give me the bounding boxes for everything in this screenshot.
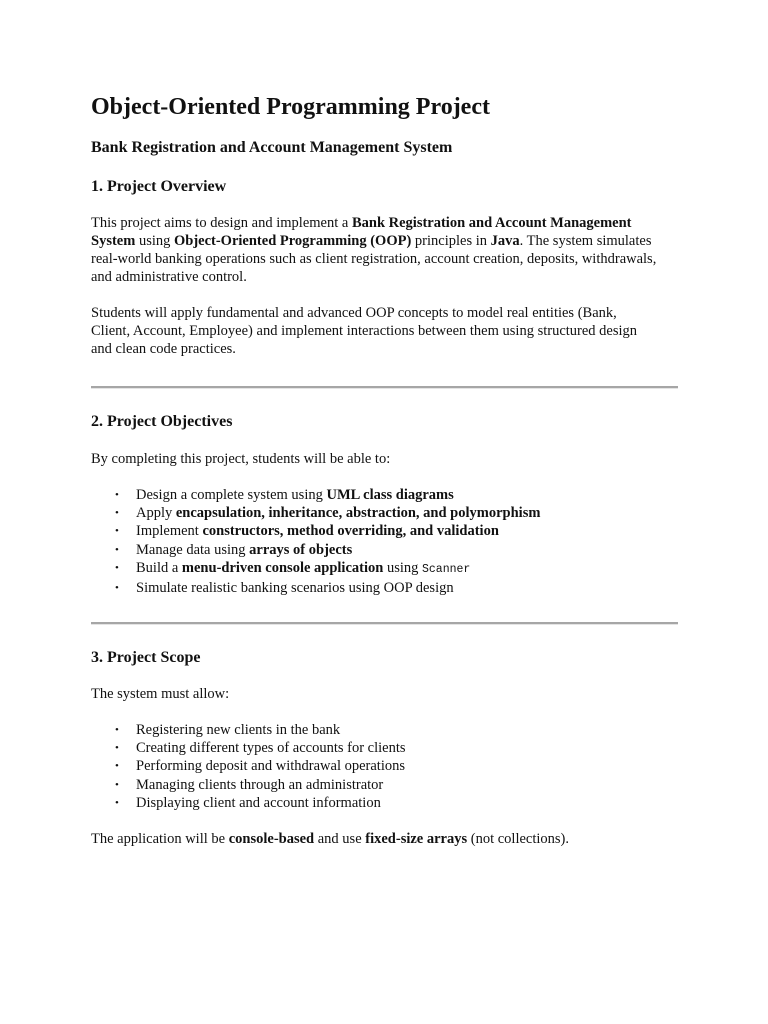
list-item: • Design a complete system using UML class diagrams bbox=[115, 487, 454, 503]
section-divider bbox=[91, 386, 678, 389]
list-item: • Managing clients through an administrator bbox=[115, 776, 384, 793]
text-run: . The system simulates bbox=[519, 233, 652, 249]
page-title: Object-Oriented Programming Project bbox=[91, 94, 490, 120]
bullet-icon: • bbox=[115, 561, 119, 574]
objectives-intro: By completing this project, students will be able to: bbox=[91, 451, 391, 467]
scope-intro: The system must allow: bbox=[91, 686, 230, 702]
overview-paragraph-2 bbox=[91, 304, 691, 358]
list-item: • Registering new clients in the bank bbox=[115, 722, 341, 738]
list-item: • Build a menu-driven console application using Scanner bbox=[115, 559, 471, 576]
list-item: • Manage data using arrays of objects bbox=[115, 541, 353, 558]
list-item: • Apply encapsulation, inheritance, abstraction, and polymorphism bbox=[115, 505, 541, 522]
section-heading-scope: 3. Project Scope bbox=[91, 649, 201, 666]
list-item: • Creating different types of accounts for clients bbox=[115, 740, 406, 757]
bullet-icon: • bbox=[115, 796, 119, 809]
bullet-icon: • bbox=[115, 525, 119, 538]
bullet-icon: • bbox=[115, 742, 119, 755]
bullet-icon: • bbox=[115, 724, 119, 736]
text-run: This project aims to design and implement a bbox=[91, 215, 352, 231]
list-item: • Simulate realistic banking scenarios using OOP design bbox=[115, 580, 454, 597]
section-heading-objectives: 2. Project Objectives bbox=[91, 413, 233, 430]
bullet-icon: • bbox=[115, 489, 119, 501]
scope-closing: The application will be console-based and use fixed-size arrays (not collections). bbox=[91, 831, 570, 847]
text-line: Students will apply fundamental and advanced OOP concepts to model real entities (Bank, bbox=[91, 305, 617, 321]
text-run: using bbox=[135, 233, 174, 249]
text-line: Client, Account, Employee) and implement interactions between them using structured design bbox=[91, 323, 638, 339]
bold-run: Bank Registration and Account Management bbox=[351, 215, 632, 231]
list-item: • Implement constructors, method overriding, and validation bbox=[115, 523, 499, 540]
list-item: • Displaying client and account information bbox=[115, 794, 381, 811]
bullet-icon: • bbox=[115, 582, 119, 595]
bold-run: System bbox=[91, 233, 136, 249]
section-divider bbox=[91, 622, 678, 625]
objectives-list bbox=[91, 486, 540, 597]
text-line: and clean code practices. bbox=[91, 341, 236, 357]
text-run: principles in bbox=[411, 233, 491, 249]
bold-run: Object-Oriented Programming (OOP) bbox=[173, 233, 412, 249]
bullet-icon: • bbox=[115, 507, 119, 520]
text-line: and administrative control. bbox=[91, 269, 247, 285]
overview-paragraph-1 bbox=[91, 214, 691, 286]
scope-list bbox=[91, 721, 406, 812]
bold-run: Java bbox=[490, 233, 520, 249]
list-item: • Performing deposit and withdrawal operations bbox=[115, 758, 405, 775]
page-subtitle: Bank Registration and Account Management System bbox=[91, 139, 453, 156]
code-scanner: Scanner bbox=[422, 562, 471, 576]
bullet-icon: • bbox=[115, 760, 119, 773]
bullet-icon: • bbox=[115, 543, 119, 556]
bullet-icon: • bbox=[115, 778, 119, 791]
section-heading-overview: 1. Project Overview bbox=[91, 178, 227, 195]
text-line: real-world banking operations such as client registration, account creation, deposits, withdrawals, bbox=[91, 251, 657, 267]
